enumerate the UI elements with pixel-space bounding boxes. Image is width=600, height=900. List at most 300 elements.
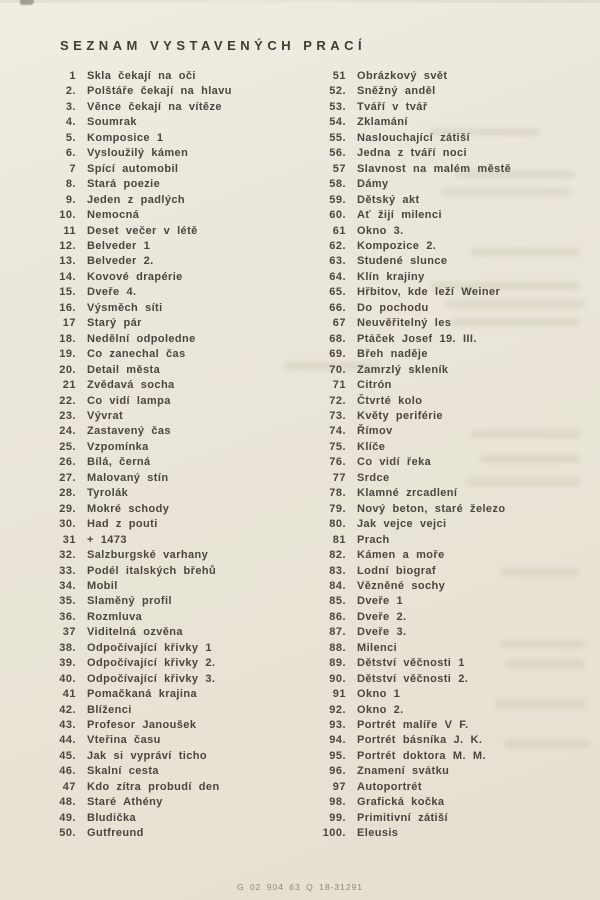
item-number: 28. (59, 487, 76, 500)
list-item (314, 440, 590, 455)
item-number: 22. (59, 394, 76, 407)
item-title: Jedna z tváří noci (357, 147, 468, 160)
list-item (314, 564, 590, 579)
item-number: 63. (329, 255, 346, 268)
item-title: Klíče (357, 440, 386, 453)
item-number: 82. (329, 549, 346, 562)
list-item (44, 69, 306, 84)
item-number: 35. (59, 595, 76, 608)
item-title: Vzpomínka (87, 440, 149, 453)
item-title: + 1473 (87, 533, 127, 546)
item-title: Soumrak (87, 116, 137, 129)
item-title: Vysloužilý kámen (87, 147, 189, 160)
item-title: Gutfreund (87, 827, 144, 840)
item-title: Zastavený čas (87, 425, 171, 438)
item-number: 5. (65, 131, 76, 144)
list-item (44, 687, 306, 702)
list-item (314, 625, 590, 640)
item-title: Had z pouti (87, 518, 158, 531)
list-item (314, 486, 590, 501)
item-number: 73. (329, 409, 346, 422)
item-number: 32. (59, 549, 76, 562)
list-item (44, 208, 306, 223)
item-title: Portrét básníka J. K. (357, 734, 483, 747)
item-title: Tváří v tvář (357, 100, 428, 113)
item-number: 44. (59, 734, 76, 747)
item-title: Klín krajiny (357, 270, 425, 283)
list-item (44, 301, 306, 316)
item-number: 90. (329, 672, 346, 685)
list-item (314, 733, 590, 748)
item-number: 97 (332, 780, 346, 793)
item-title: Grafická kočka (357, 796, 445, 809)
list-item (314, 254, 590, 269)
item-number: 95. (329, 749, 346, 762)
item-title: Pomačkaná krajina (87, 688, 197, 701)
item-number: 60. (329, 209, 346, 222)
item-title: Mobil (87, 579, 118, 592)
list-item (314, 780, 590, 795)
item-number: 43. (59, 719, 76, 732)
item-number: 11 (63, 224, 76, 237)
list-item (44, 486, 306, 501)
item-title: Rozmluva (87, 610, 143, 623)
item-number: 65. (329, 286, 346, 299)
item-number: 64. (329, 270, 346, 283)
item-title: Dětský akt (357, 193, 420, 206)
item-title: Podél italských břehů (87, 564, 217, 577)
item-title: Co vidí lampa (87, 394, 171, 407)
item-title: Nedělní odpoledne (87, 332, 196, 345)
item-title: Co vidí řeka (357, 456, 432, 469)
item-number: 51 (332, 70, 346, 82)
item-title: Římov (357, 425, 393, 438)
list-item (44, 440, 306, 455)
item-number: 100. (322, 827, 346, 840)
item-title: Znamení svátku (357, 765, 450, 778)
list-item (314, 363, 590, 378)
list-item (44, 656, 306, 671)
item-number: 12. (59, 239, 76, 252)
item-number: 23. (59, 409, 76, 422)
item-number: 91 (332, 688, 346, 701)
list-item (314, 131, 590, 146)
item-number: 29. (59, 502, 76, 515)
item-number: 69. (329, 348, 346, 361)
item-title: Slavnost na malém městě (357, 162, 512, 175)
list-item (314, 826, 590, 841)
list-item (44, 517, 306, 532)
item-number: 40. (59, 672, 76, 685)
list-item (44, 579, 306, 594)
item-title: Milenci (357, 641, 398, 654)
list-item (314, 193, 590, 208)
item-title: Bludička (87, 811, 137, 824)
item-number: 84. (329, 579, 346, 592)
list-item (44, 502, 306, 517)
item-number: 80. (329, 518, 346, 531)
item-number: 52. (329, 85, 346, 98)
item-title: Malovaný stín (87, 471, 169, 484)
item-number: 81 (332, 533, 346, 546)
item-number: 76. (329, 456, 346, 469)
list-item (44, 455, 306, 470)
scan-corner-mark (20, 0, 34, 5)
item-number: 21 (62, 379, 76, 392)
list-item (44, 131, 306, 146)
item-number: 92. (329, 703, 346, 716)
item-title: Ptáček Josef 19. III. (357, 332, 477, 345)
item-title: Kdo zítra probudí den (87, 780, 220, 793)
item-title: Citrón (357, 379, 392, 392)
item-title: Hřbitov, kde leží Weiner (357, 286, 501, 299)
list-item (44, 718, 306, 733)
item-number: 30. (59, 518, 76, 531)
item-number: 72. (329, 394, 346, 407)
list-item (44, 780, 306, 795)
list-item (314, 517, 590, 532)
list-item (314, 332, 590, 347)
list-item (314, 811, 590, 826)
item-number: 99. (329, 811, 346, 824)
list-item (44, 239, 306, 254)
item-title: Spící automobil (87, 162, 179, 175)
item-title: Prach (357, 533, 390, 546)
list-item (44, 347, 306, 362)
list-item (44, 594, 306, 609)
list-item (314, 641, 590, 656)
list-item (314, 749, 590, 764)
list-column-left (44, 69, 306, 842)
item-number: 26. (59, 456, 76, 469)
item-title: Blíženci (87, 703, 132, 716)
item-number: 48. (59, 796, 76, 809)
item-title: Profesor Janoušek (87, 719, 197, 732)
item-title: Viditelná ozvěna (87, 626, 183, 639)
item-title: Belveder 1 (87, 239, 151, 252)
item-title: Květy periférie (357, 409, 443, 422)
item-title: Dětství věčnosti 1 (357, 657, 465, 670)
item-title: Klamné zrcadlení (357, 487, 458, 500)
list-item (44, 764, 306, 779)
list-item (314, 687, 590, 702)
item-title: Okno 1 (357, 688, 401, 701)
item-title: Výsměch síti (87, 301, 163, 314)
list-item (314, 115, 590, 130)
list-item (44, 749, 306, 764)
list-item (44, 703, 306, 718)
item-number: 86. (329, 610, 346, 623)
list-item (44, 826, 306, 841)
item-title: Zklamání (357, 116, 408, 129)
item-title: Obrázkový svět (357, 70, 448, 82)
list-item (314, 424, 590, 439)
list-item (314, 795, 590, 810)
item-number: 79. (329, 502, 346, 515)
item-number: 17 (62, 317, 76, 330)
item-number: 89. (329, 657, 346, 670)
item-number: 37 (62, 626, 76, 639)
list-item (314, 285, 590, 300)
list-item (44, 672, 306, 687)
item-title: Portrét doktora M. M. (357, 749, 486, 762)
item-title: Portrét malíře V F. (357, 719, 469, 732)
list-item (314, 347, 590, 362)
list-item (314, 316, 590, 331)
item-title: Dveře 4. (87, 286, 137, 299)
item-title: Staré Athény (87, 796, 163, 809)
item-number: 25. (59, 440, 76, 453)
item-number: 45. (59, 749, 76, 762)
list-item (44, 625, 306, 640)
list-item (314, 146, 590, 161)
item-title: Vteřina času (87, 734, 161, 747)
list-item (44, 146, 306, 161)
list-item (314, 270, 590, 285)
list-item (314, 703, 590, 718)
item-number: 6. (65, 147, 76, 160)
list-item (44, 193, 306, 208)
item-number: 55. (329, 131, 346, 144)
item-title: Co zanechal čas (87, 348, 186, 361)
item-number: 31 (62, 533, 76, 546)
item-title: Nemocná (87, 209, 140, 222)
list-item (44, 471, 306, 486)
item-number: 98. (329, 796, 346, 809)
item-title: Jeden z padlých (87, 193, 185, 206)
item-title: Odpočívající křivky 1 (87, 641, 212, 654)
item-title: Břeh naděje (357, 348, 428, 361)
item-title: Deset večer v létě (87, 224, 198, 237)
page-title: SEZNAM VYSTAVENÝCH PRACÍ (60, 38, 367, 53)
list-item (44, 332, 306, 347)
item-title: Srdce (357, 471, 390, 484)
item-number: 74. (329, 425, 346, 438)
item-number: 61 (332, 224, 346, 237)
list-item (314, 69, 590, 84)
item-number: 78. (329, 487, 346, 500)
list-item (314, 471, 590, 486)
item-title: Ať žijí milenci (357, 209, 442, 222)
item-number: 49. (59, 811, 76, 824)
list-item (314, 394, 590, 409)
item-title: Salzburgské varhany (87, 549, 209, 562)
list-item (44, 564, 306, 579)
list-item (44, 162, 306, 177)
item-title: Odpočívající křivky 3. (87, 672, 216, 685)
item-title: Skalní cesta (87, 765, 159, 778)
item-number: 38. (59, 641, 76, 654)
item-number: 59. (329, 193, 346, 206)
item-title: Skla čekají na oči (87, 70, 196, 82)
item-title: Polštáře čekají na hlavu (87, 85, 232, 98)
list-item (314, 610, 590, 625)
list-item (44, 533, 306, 548)
item-title: Zamrzlý skleník (357, 363, 449, 376)
item-number: 88. (329, 641, 346, 654)
item-number: 57 (332, 162, 346, 175)
item-number: 47 (62, 780, 76, 793)
item-number: 42. (59, 703, 76, 716)
scan-edge-shadow (0, 0, 600, 3)
list-item (314, 409, 590, 424)
item-title: Dveře 2. (357, 610, 407, 623)
item-number: 27. (59, 471, 76, 484)
item-number: 96. (329, 765, 346, 778)
item-title: Detail města (87, 363, 161, 376)
list-item (44, 795, 306, 810)
item-title: Vězněné sochy (357, 579, 446, 592)
item-number: 15. (59, 286, 76, 299)
item-title: Čtvrté kolo (357, 394, 423, 407)
item-number: 77 (332, 471, 346, 484)
item-number: 83. (329, 564, 346, 577)
item-number: 10. (59, 209, 76, 222)
list-item (314, 224, 590, 239)
item-title: Tyrolák (87, 487, 129, 500)
item-title: Mokré schody (87, 502, 170, 515)
list-item (314, 656, 590, 671)
item-number: 87. (329, 626, 346, 639)
item-title: Okno 2. (357, 703, 404, 716)
item-title: Neuvěřitelný les (357, 317, 452, 330)
item-number: 70. (329, 363, 346, 376)
item-title: Dětství věčnosti 2. (357, 672, 469, 685)
list-item (44, 409, 306, 424)
item-title: Eleusis (357, 827, 399, 840)
item-number: 93. (329, 719, 346, 732)
list-item (314, 455, 590, 470)
item-number: 3. (65, 100, 76, 113)
item-number: 50. (59, 827, 76, 840)
item-number: 36. (59, 610, 76, 623)
item-title: Stará poezie (87, 178, 161, 191)
list-item (314, 301, 590, 316)
list-item (314, 162, 590, 177)
list-item (44, 84, 306, 99)
item-title: Odpočívající křivky 2. (87, 657, 216, 670)
item-title: Zvědavá socha (87, 379, 175, 392)
item-title: Bílá, černá (87, 456, 151, 469)
item-title: Dveře 3. (357, 626, 407, 639)
item-title: Vývrat (87, 409, 124, 422)
item-title: Okno 3. (357, 224, 404, 237)
item-title: Kompozice 2. (357, 239, 437, 252)
item-number: 67 (332, 317, 346, 330)
item-number: 94. (329, 734, 346, 747)
item-number: 8. (65, 178, 76, 191)
item-title: Jak si vypráví ticho (87, 749, 207, 762)
list-item (314, 502, 590, 517)
item-number: 24. (59, 425, 76, 438)
list-item (44, 811, 306, 826)
item-number: 39. (59, 657, 76, 670)
list-item (44, 270, 306, 285)
item-number: 62. (329, 239, 346, 252)
item-title: Naslouchající zátiší (357, 131, 470, 144)
list-item (314, 84, 590, 99)
list-item (44, 610, 306, 625)
item-number: 33. (59, 564, 76, 577)
list-item (314, 208, 590, 223)
list-item (44, 100, 306, 115)
item-number: 20. (59, 363, 76, 376)
item-number: 58. (329, 178, 346, 191)
item-title: Dámy (357, 178, 389, 191)
item-title: Do pochodu (357, 301, 429, 314)
list-item (44, 548, 306, 563)
list-item (314, 718, 590, 733)
list-item (314, 594, 590, 609)
item-title: Kámen a moře (357, 549, 445, 562)
item-title: Komposice 1 (87, 131, 164, 144)
list-item (314, 378, 590, 393)
item-number: 68. (329, 332, 346, 345)
item-number: 85. (329, 595, 346, 608)
list-item (44, 424, 306, 439)
list-item (314, 764, 590, 779)
list-item (314, 100, 590, 115)
list-item (314, 239, 590, 254)
item-number: 56. (329, 147, 346, 160)
item-title: Kovové drapérie (87, 270, 183, 283)
list-item (44, 115, 306, 130)
list-item (44, 177, 306, 192)
item-number: 41 (62, 688, 76, 701)
item-title: Belveder 2. (87, 255, 154, 268)
item-number: 71 (332, 379, 346, 392)
item-number: 54. (329, 116, 346, 129)
item-title: Dveře 1 (357, 595, 404, 608)
item-title: Starý pár (87, 317, 142, 330)
list-item (44, 641, 306, 656)
item-number: 19. (59, 348, 76, 361)
item-number: 46. (59, 765, 76, 778)
item-number: 13. (59, 255, 76, 268)
list-item (314, 533, 590, 548)
item-number: 4. (65, 116, 76, 129)
list-item (314, 177, 590, 192)
item-number: 18. (59, 332, 76, 345)
item-number: 16. (59, 301, 76, 314)
list-item (44, 254, 306, 269)
list-item (44, 316, 306, 331)
list-item (44, 394, 306, 409)
item-number: 53. (329, 100, 346, 113)
item-title: Lodní biograf (357, 564, 436, 577)
list-item (44, 224, 306, 239)
item-title: Studené slunce (357, 255, 448, 268)
list-item (44, 733, 306, 748)
item-title: Sněžný anděl (357, 85, 436, 98)
list-item (44, 378, 306, 393)
item-title: Autoportrét (357, 780, 422, 793)
print-code: G 02 904 63 Q 18-31291 (236, 882, 364, 892)
item-title: Nový beton, staré železo (357, 502, 506, 515)
item-title: Jak vejce vejci (357, 518, 447, 531)
item-title: Primitivní zátiší (357, 811, 448, 824)
item-title: Slaměný profil (87, 595, 172, 608)
item-number: 1 (69, 70, 76, 82)
list-item (314, 548, 590, 563)
item-number: 14. (59, 270, 76, 283)
list-item (44, 363, 306, 378)
item-number: 34. (59, 579, 76, 592)
item-number: 66. (329, 301, 346, 314)
list-column-right (314, 69, 590, 842)
list-item (44, 285, 306, 300)
item-number: 7 (69, 162, 76, 175)
